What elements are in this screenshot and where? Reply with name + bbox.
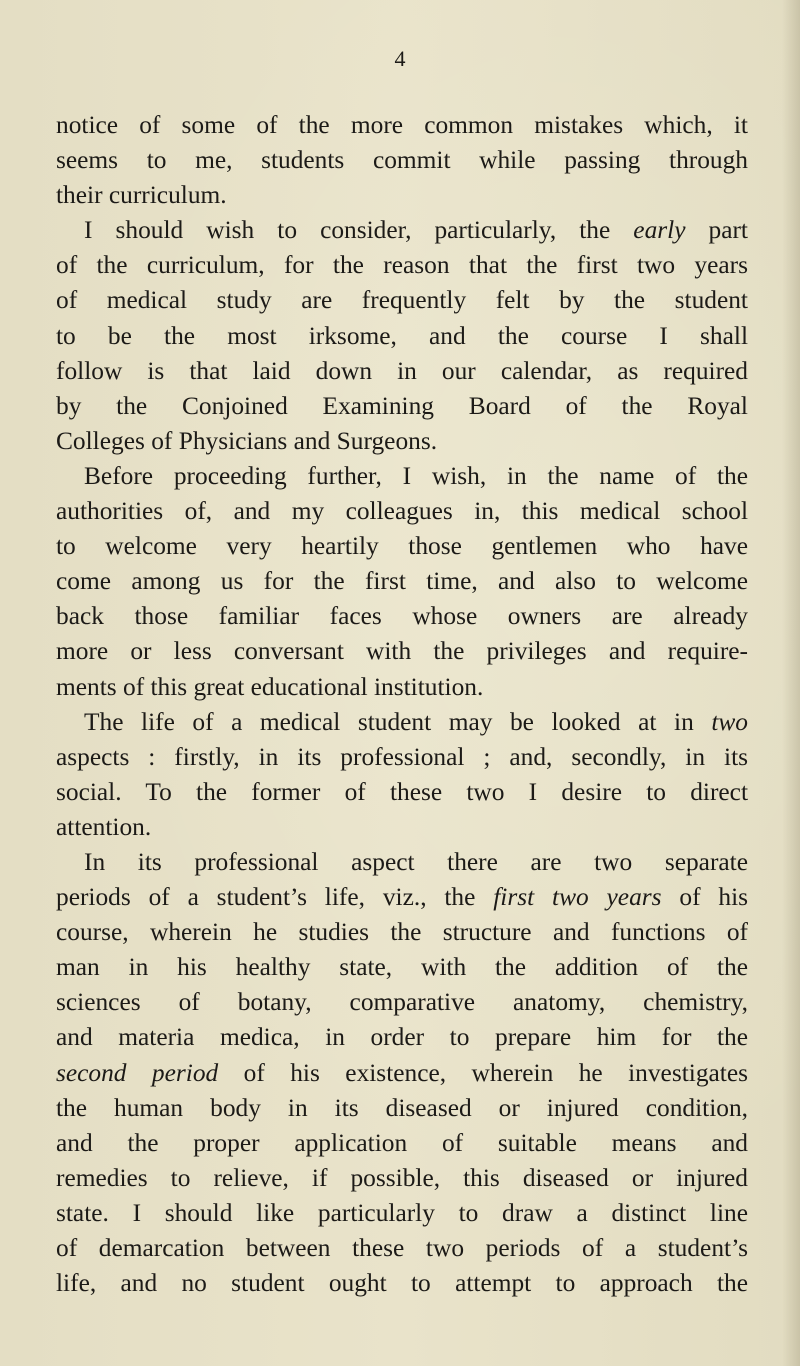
italic-text: two xyxy=(711,707,748,736)
text-run: authorities of, and my colleagues in, this medical school xyxy=(56,497,748,526)
text-run: ments of this great educational institution. xyxy=(56,672,484,701)
text-line xyxy=(56,775,748,810)
text-run: social. To the former of these two I desire to direct xyxy=(56,777,748,806)
text-line xyxy=(56,143,748,178)
text-line xyxy=(56,599,748,634)
text-run: of his existence, wherein he investigates xyxy=(218,1058,748,1087)
text-run: and materia medica, in order to prepare him for the xyxy=(56,1023,748,1052)
text-run: their curriculum. xyxy=(56,181,227,210)
text-run: aspects : firstly, in its professional ; and, secondly, in its xyxy=(56,742,748,771)
italic-text: first two years xyxy=(493,883,662,912)
text-line xyxy=(56,389,748,424)
text-run: life, and no student ought to attempt to approach the xyxy=(56,1269,748,1298)
text-line xyxy=(56,1126,748,1161)
text-run: man in his healthy state, with the addition of the xyxy=(56,953,748,982)
text-line xyxy=(56,564,748,599)
text-run: of medical study are frequently felt by the student xyxy=(56,286,748,315)
text-line xyxy=(56,494,748,529)
text-line xyxy=(56,108,748,143)
text-run: of demarcation between these two periods of a student’s xyxy=(56,1234,748,1262)
text-line xyxy=(56,1020,748,1055)
text-line xyxy=(56,529,748,564)
text-run: The life of a medical student may be looked at in xyxy=(84,707,712,736)
text-run: of the curriculum, for the reason that the first two years xyxy=(56,251,748,280)
text-line xyxy=(56,950,748,985)
text-line xyxy=(56,459,748,494)
text-run: back those familiar faces whose owners are already xyxy=(56,602,748,631)
text-run: part xyxy=(685,216,748,245)
text-line xyxy=(56,810,748,845)
text-run: by the Conjoined Examining Board of the Royal xyxy=(56,391,748,420)
text-run: to welcome very heartily those gentlemen who have xyxy=(56,532,748,561)
text-line xyxy=(56,248,748,283)
text-run: Colleges of Physicians and Surgeons. xyxy=(56,426,438,455)
text-run: state. I should like particularly to draw a distinct line xyxy=(56,1198,748,1227)
text-run: remedies to relieve, if possible, this diseased or injured xyxy=(56,1163,748,1192)
text-line xyxy=(56,985,748,1020)
text-run: the human body in its diseased or injured condition, xyxy=(56,1093,748,1122)
text-line xyxy=(56,1196,748,1231)
text-run: follow is that laid down in our calendar, as required xyxy=(56,356,748,385)
text-line xyxy=(56,880,748,915)
text-line xyxy=(56,634,748,669)
text-run: I should wish to consider, particularly, the xyxy=(84,216,634,245)
text-run: to be the most irksome, and the course I shall xyxy=(56,321,748,350)
text-line xyxy=(56,424,748,459)
text-run: come among us for the first time, and also to welcome xyxy=(56,567,748,596)
body-text xyxy=(56,108,748,1301)
text-run: attention. xyxy=(56,812,152,841)
text-run: seems to me, students commit while passing through xyxy=(56,146,748,175)
text-line xyxy=(56,1161,748,1196)
text-run: of his xyxy=(661,883,749,912)
text-line xyxy=(56,213,748,248)
text-run: Before proceeding further, I wish, in the name of the xyxy=(84,461,748,490)
text-line xyxy=(56,178,748,213)
text-run: more or less conversant with the privileges and require- xyxy=(56,637,748,666)
text-line xyxy=(56,915,748,950)
italic-text: second period xyxy=(56,1058,219,1087)
text-run: notice of some of the more common mistakes which, it xyxy=(56,111,748,139)
text-line xyxy=(56,1091,748,1126)
italic-text: early xyxy=(633,216,686,245)
text-run: periods of a student’s life, viz., the xyxy=(56,883,494,912)
text-run: and the proper application of suitable means and xyxy=(56,1128,748,1157)
text-line xyxy=(56,354,748,389)
text-line xyxy=(56,670,748,705)
text-line xyxy=(56,283,748,318)
text-line xyxy=(56,1266,748,1301)
text-line xyxy=(56,1231,748,1266)
text-line xyxy=(56,740,748,775)
text-line xyxy=(56,705,748,740)
text-line xyxy=(56,1056,748,1091)
text-line xyxy=(56,319,748,354)
page-number: 4 xyxy=(394,46,406,71)
page-edge-shadow xyxy=(782,0,800,1366)
text-run: In its professional aspect there are two separate xyxy=(84,847,748,876)
text-run: course, wherein he studies the structure and functions of xyxy=(56,918,748,947)
text-run: sciences of botany, comparative anatomy, chemistry, xyxy=(56,988,748,1017)
text-line xyxy=(56,845,748,880)
